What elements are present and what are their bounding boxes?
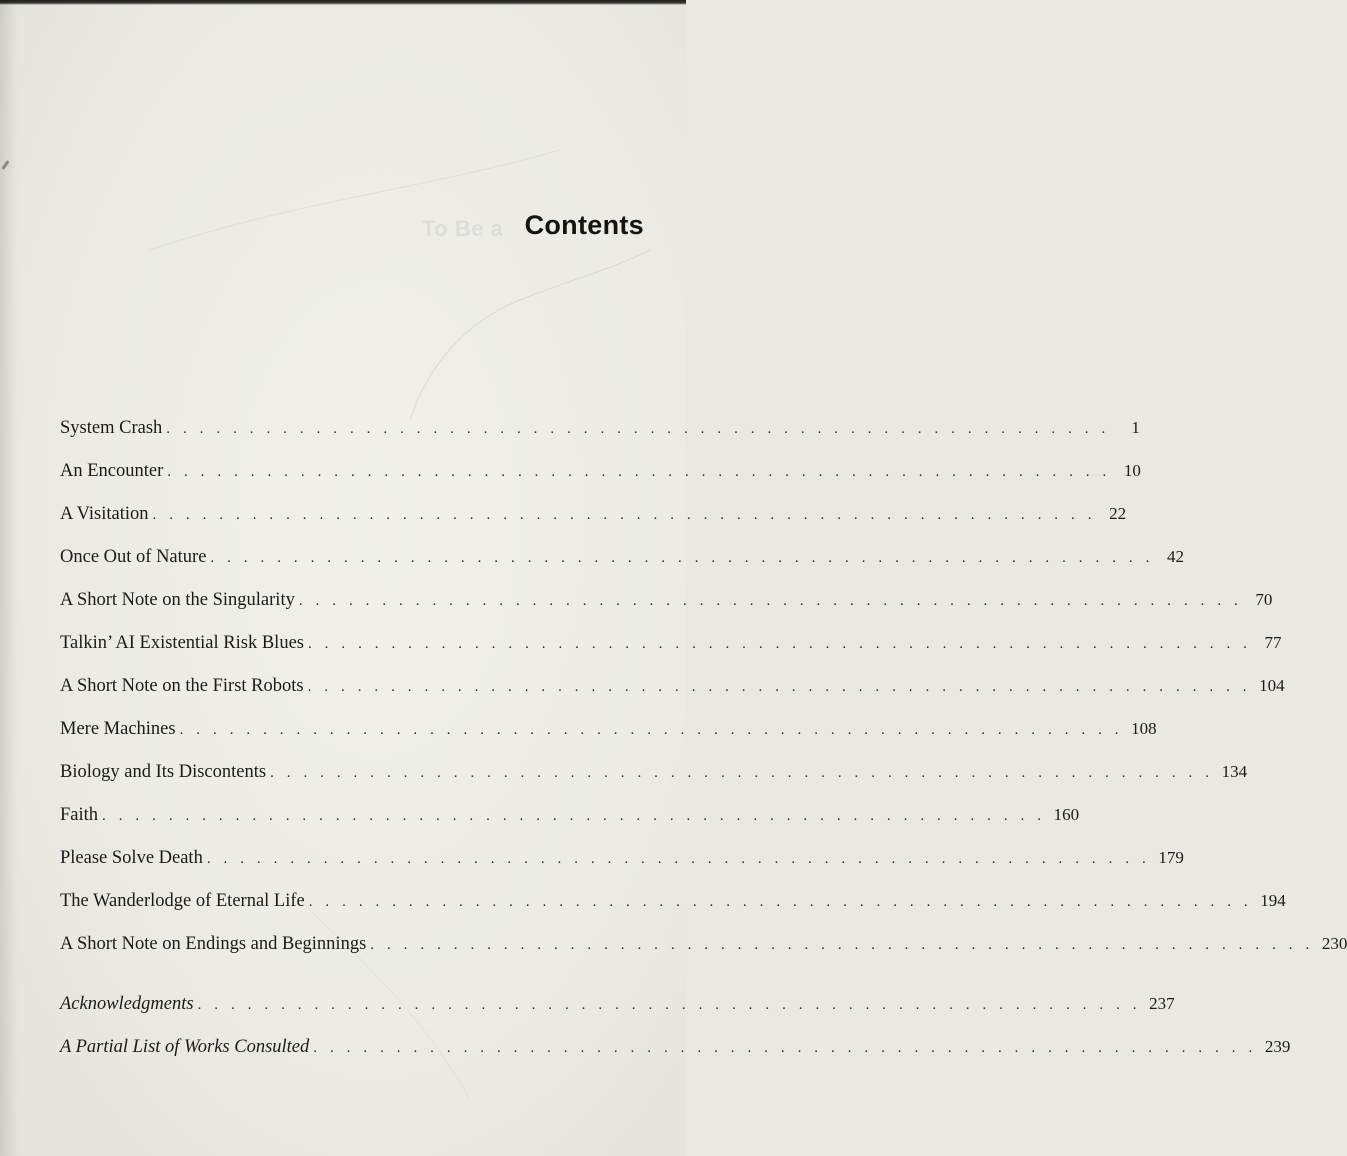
toc-entry-page-number: 1: [1131, 418, 1140, 437]
toc-entry-page-number: 10: [1123, 461, 1141, 480]
toc-entry-title: Mere Machines: [60, 719, 176, 739]
dot-leader: . . . . . . . . . . . . . . . . . . . . . . . . . . . . . . . . . . . . . . . . . . . . . . . . . . . . . . . . .: [179, 722, 1124, 738]
dot-leader: . . . . . . . . . . . . . . . . . . . . . . . . . . . . . . . . . . . . . . . . . . . . . . . . . . . . . . . . .: [206, 851, 1151, 867]
toc-entry-page-number: 134: [1221, 762, 1248, 781]
toc-entry: [60, 805, 1080, 848]
toc-entry-page-number: 108: [1131, 719, 1157, 738]
dot-leader: . . . . . . . . . . . . . . . . . . . . . . . . . . . . . . . . . . . . . . . . . . . . . . . . . . . . . . . . .: [307, 679, 1252, 695]
dot-leader: . . . . . . . . . . . . . . . . . . . . . . . . . . . . . . . . . . . . . . . . . . . . . . . . . . . . . . . . .: [102, 808, 1046, 824]
show-through-text: To Be a: [422, 216, 504, 241]
toc-entry: [60, 719, 1157, 762]
toc-entry-title: System Crash: [60, 418, 163, 438]
dot-leader: . . . . . . . . . . . . . . . . . . . . . . . . . . . . . . . . . . . . . . . . . . . . . . . . . . . . . . . . .: [313, 1040, 1257, 1056]
dot-leader: . . . . . . . . . . . . . . . . . . . . . . . . . . . . . . . . . . . . . . . . . . . . . . . . . . . . . . . . .: [210, 550, 1154, 566]
toc-entry: [60, 994, 1175, 1037]
dot-leader: . . . . . . . . . . . . . . . . . . . . . . . . . . . . . . . . . . . . . . . . . . . . . . . . . . . . . . . . .: [167, 464, 1111, 480]
toc-entry-title: The Wanderlodge of Eternal Life: [60, 891, 305, 911]
toc-entry-page-number: 104: [1259, 676, 1285, 695]
dot-leader: . . . . . . . . . . . . . . . . . . . . . . . . . . . . . . . . . . . . . . . . . . . . . . . . . . . . . . . . .: [307, 636, 1252, 652]
toc-entry: [60, 762, 1248, 805]
page-gutter-shadow: [0, 0, 18, 1156]
toc-entry-title: Acknowledgments: [60, 994, 194, 1014]
toc-entry: [60, 934, 1347, 977]
toc-entry: [60, 504, 1127, 547]
toc-entry-title: Talkin’ AI Existential Risk Blues: [60, 633, 304, 653]
toc-entry-page-number: 160: [1053, 805, 1080, 824]
page-top-edge: [0, 0, 686, 5]
toc-entry-page-number: 237: [1149, 994, 1175, 1013]
toc-entry-title: A Short Note on Endings and Beginnings: [60, 934, 367, 954]
toc-entry-title: A Partial List of Works Consulted: [60, 1037, 310, 1057]
toc-entry: [60, 848, 1184, 891]
toc-entry-page-number: 179: [1158, 848, 1184, 867]
toc-entry-title: Faith: [60, 805, 99, 825]
toc-entry-title: A Short Note on the First Robots: [60, 676, 304, 696]
toc-entry: [60, 1037, 1291, 1080]
toc-entry: [60, 418, 1140, 461]
toc-entry-page-number: 230: [1321, 934, 1347, 953]
toc-entry: [60, 676, 1285, 719]
table-of-contents: [60, 418, 1347, 1080]
toc-entry-title: A Visitation: [60, 504, 149, 524]
dot-leader: . . . . . . . . . . . . . . . . . . . . . . . . . . . . . . . . . . . . . . . . . . . . . . . . . . . . . . . . .: [298, 593, 1243, 609]
toc-entry-page-number: 22: [1109, 504, 1127, 523]
dot-leader: . . . . . . . . . . . . . . . . . . . . . . . . . . . . . . . . . . . . . . . . . . . . . . . . . . . . . . . . .: [197, 997, 1142, 1013]
backmatter-list: [60, 994, 1291, 1080]
dot-leader: . . . . . . . . . . . . . . . . . . . . . . . . . . . . . . . . . . . . . . . . . . . . . . . . . . . . . . . . .: [308, 894, 1253, 910]
toc-entry-page-number: 70: [1255, 590, 1273, 609]
toc-entry-title: Please Solve Death: [60, 848, 203, 868]
dot-leader: . . . . . . . . . . . . . . . . . . . . . . . . . . . . . . . . . . . . . . . . . . . . . . . . . . . . . . . . .: [270, 765, 1214, 781]
chapter-list: [60, 418, 1347, 977]
toc-entry: [60, 891, 1286, 934]
toc-entry: [60, 547, 1184, 590]
toc-entry-page-number: 77: [1264, 633, 1282, 652]
page-title: Contents: [524, 210, 644, 240]
toc-entry-title: Biology and Its Discontents: [60, 762, 267, 782]
toc-entry-title: Once Out of Nature: [60, 547, 207, 567]
toc-entry: [60, 590, 1273, 633]
dot-leader: . . . . . . . . . . . . . . . . . . . . . . . . . . . . . . . . . . . . . . . . . . . . . . . . . . . . . . . . .: [152, 507, 1097, 523]
toc-entry-page-number: 239: [1264, 1037, 1291, 1056]
dot-leader: . . . . . . . . . . . . . . . . . . . . . . . . . . . . . . . . . . . . . . . . . . . . . . . . . . . . . . . . .: [166, 421, 1110, 437]
toc-entry: [60, 633, 1282, 676]
toc-entry-page-number: 42: [1166, 547, 1184, 566]
toc-entry-title: A Short Note on the Singularity: [60, 590, 295, 610]
toc-entry-title: An Encounter: [60, 461, 164, 481]
toc-entry: [60, 461, 1141, 504]
toc-entry-page-number: 194: [1260, 891, 1286, 910]
dot-leader: . . . . . . . . . . . . . . . . . . . . . . . . . . . . . . . . . . . . . . . . . . . . . . . . . . . . . . . . .: [370, 937, 1314, 953]
